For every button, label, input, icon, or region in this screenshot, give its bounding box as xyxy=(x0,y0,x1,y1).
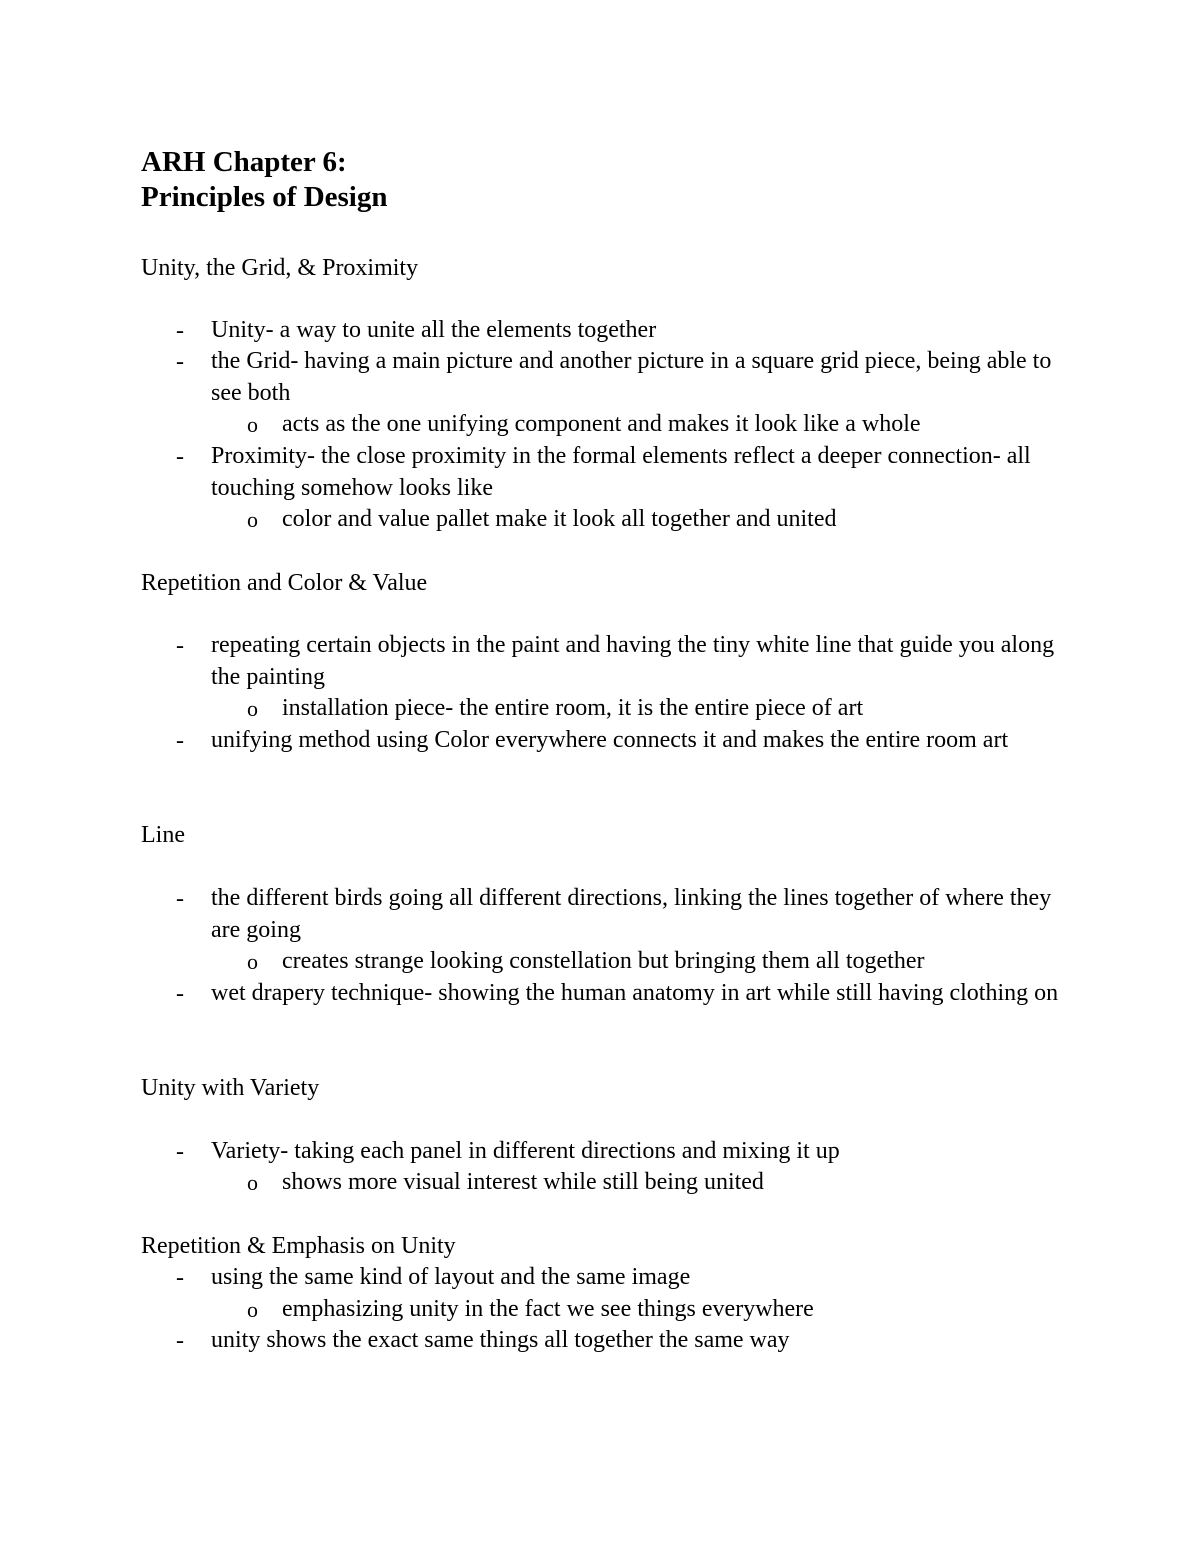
dash-bullet: - xyxy=(176,318,184,344)
dash-bullet: - xyxy=(176,349,184,375)
list-item: unity shows the exact same things all together the same way xyxy=(211,1327,790,1353)
list-item: Variety- taking each panel in different directions and mixing it up xyxy=(211,1138,840,1164)
list-item: using the same kind of layout and the same image xyxy=(211,1264,691,1290)
sub-list-item: installation piece- the entire room, it is the entire piece of art xyxy=(282,695,864,721)
dash-bullet: - xyxy=(176,1265,184,1291)
section-heading-repetition-emphasis-unity: Repetition & Emphasis on Unity xyxy=(141,1233,456,1259)
dash-bullet: - xyxy=(176,728,184,754)
list-item: repeating certain objects in the paint and having the tiny white line that guide you along the painting xyxy=(211,632,1055,690)
section-heading-unity-with-variety: Unity with Variety xyxy=(141,1075,320,1101)
sub-bullet: o xyxy=(247,1297,258,1322)
dash-bullet: - xyxy=(176,444,184,470)
section-heading-line: Line xyxy=(141,822,185,848)
sub-list-item: acts as the one unifying component and makes it look like a whole xyxy=(282,411,921,437)
dash-bullet: - xyxy=(176,981,184,1007)
list-item: the Grid- having a main picture and another picture in a square grid piece, being able to see both xyxy=(211,348,1052,406)
sub-bullet: o xyxy=(247,949,258,974)
list-item: unifying method using Color everywhere connects it and makes the entire room art xyxy=(211,727,1009,753)
sub-list-item: emphasizing unity in the fact we see things everywhere xyxy=(282,1296,814,1322)
sub-bullet: o xyxy=(247,507,258,532)
list-item: Unity- a way to unite all the elements together xyxy=(211,317,657,343)
list-item: wet drapery technique- showing the human anatomy in art while still having clothing on xyxy=(211,980,1059,1006)
dash-bullet: - xyxy=(176,1328,184,1354)
sub-bullet: o xyxy=(247,1170,258,1195)
dash-bullet: - xyxy=(176,886,184,912)
sub-list-item: creates strange looking constellation but bringing them all together xyxy=(282,948,925,974)
dash-bullet: - xyxy=(176,1139,184,1165)
title-line-2: Principles of Design xyxy=(141,181,388,213)
sub-bullet: o xyxy=(247,412,258,437)
section-heading-unity-grid-proximity: Unity, the Grid, & Proximity xyxy=(141,255,419,281)
sub-list-item: shows more visual interest while still being united xyxy=(282,1169,764,1195)
section-heading-repetition-color-value: Repetition and Color & Value xyxy=(141,570,428,596)
list-item: the different birds going all different directions, linking the lines together of where they are going xyxy=(211,885,1052,943)
sub-list-item: color and value pallet make it look all together and united xyxy=(282,506,837,532)
list-item: Proximity- the close proximity in the formal elements reflect a deeper connection- all touching somehow looks like xyxy=(211,443,1031,501)
title-line-1: ARH Chapter 6: xyxy=(141,146,347,178)
dash-bullet: - xyxy=(176,633,184,659)
sub-bullet: o xyxy=(247,696,258,721)
